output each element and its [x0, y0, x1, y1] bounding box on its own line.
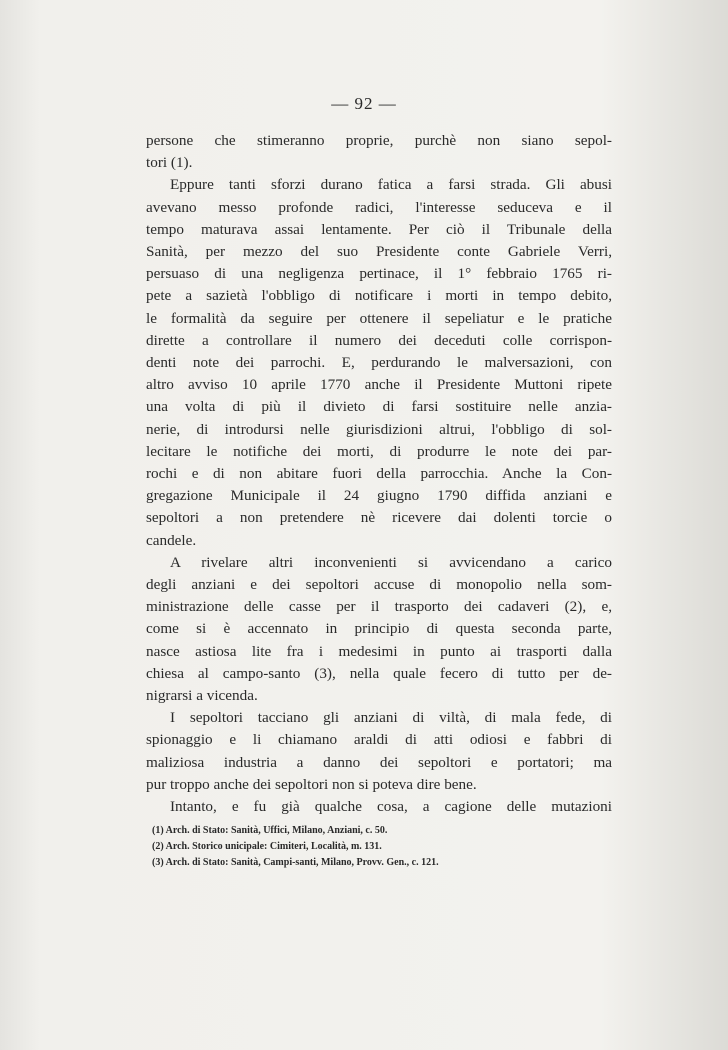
text-line: pete a sazietà l'obbligo di notificare i morti in tempo debito,	[146, 287, 612, 305]
text-line: rochi e di non abitare fuori della parrocchia. Anche la Con-	[146, 465, 612, 483]
text-line: persuaso di una negligenza pertinace, il 1° febbraio 1765 ri-	[146, 265, 612, 283]
text-line: candele.	[146, 531, 197, 549]
text-line: dirette a controllare il numero dei deceduti colle corrispon-	[146, 331, 612, 349]
page-number: — 92 —	[331, 94, 397, 113]
text-line: tori (1).	[146, 154, 193, 172]
text-line: nasce astiosa lite fra i medesimi in punto ai trasporti dalla	[146, 642, 612, 660]
text-line: denti note dei parrochi. E, perdurando le malversazioni, con	[146, 354, 612, 372]
text-line: tempo maturava assai lentamente. Per ciò il Tribunale della	[146, 220, 612, 238]
text-line: I sepoltori tacciano gli anziani di viltà, di mala fede, di	[170, 709, 612, 727]
body-text	[146, 130, 612, 818]
text-line: Eppure tanti sforzi durano fatica a farsi strada. Gli abusi	[170, 176, 612, 194]
footnote: (3) Arch. di Stato: Sanità, Campi-santi, Milano, Provv. Gen., c. 121.	[152, 857, 439, 868]
text-line: una volta di più il divieto di farsi sostituire nelle anzia-	[146, 398, 612, 416]
text-line: ministrazione delle casse per il trasporto dei cadaveri (2), e,	[146, 598, 612, 616]
text-line: persone che stimeranno proprie, purchè non siano sepol-	[146, 132, 612, 149]
text-line: spionaggio e li chiamano araldi di atti odiosi e fabbri di	[146, 731, 612, 749]
text-line: chiesa al campo-santo (3), nella quale fecero di tutto per de-	[146, 664, 612, 682]
text-line: avevano messo profonde radici, l'interesse seduceva e il	[146, 198, 612, 216]
footnotes	[152, 823, 582, 871]
text-line: nerie, di introdursi nelle giurisdizioni altrui, l'obbligo di sol-	[146, 420, 612, 438]
text-line: Intanto, e fu già qualche cosa, a cagione delle mutazioni	[170, 798, 612, 816]
text-line: maliziosa industria a danno dei sepoltori e portatori; ma	[146, 753, 612, 771]
text-line: le formalità da seguire per ottenere il sepeliatur e le pratiche	[146, 309, 612, 327]
text-line: nigrarsi a vicenda.	[146, 687, 258, 705]
text-line: A rivelare altri inconvenienti si avvicendano a carico	[170, 553, 612, 571]
text-line: lecitare le notifiche dei morti, di produrre le note dei par-	[146, 442, 612, 460]
text-line: come si è accennato in principio di questa seconda parte,	[146, 620, 612, 638]
text-line: Sanità, per mezzo del suo Presidente conte Gabriele Verri,	[146, 243, 612, 261]
text-line: sepoltori a non pretendere nè ricevere dai dolenti torcie o	[146, 509, 612, 527]
text-line: altro avviso 10 aprile 1770 anche il Presidente Muttoni ripete	[146, 376, 612, 394]
footnote: (2) Arch. Storico unicipale: Cimiteri, Località, m. 131.	[152, 841, 382, 852]
text-line: degli anziani e dei sepoltori accuse di monopolio nella som-	[146, 576, 612, 594]
text-line: pur troppo anche dei sepoltori non si poteva dire bene.	[146, 775, 477, 793]
text-line: gregazione Municipale il 24 giugno 1790 diffida anziani e	[146, 487, 612, 505]
footnote: (1) Arch. di Stato: Sanità, Uffici, Milano, Anziani, c. 50.	[152, 825, 388, 836]
